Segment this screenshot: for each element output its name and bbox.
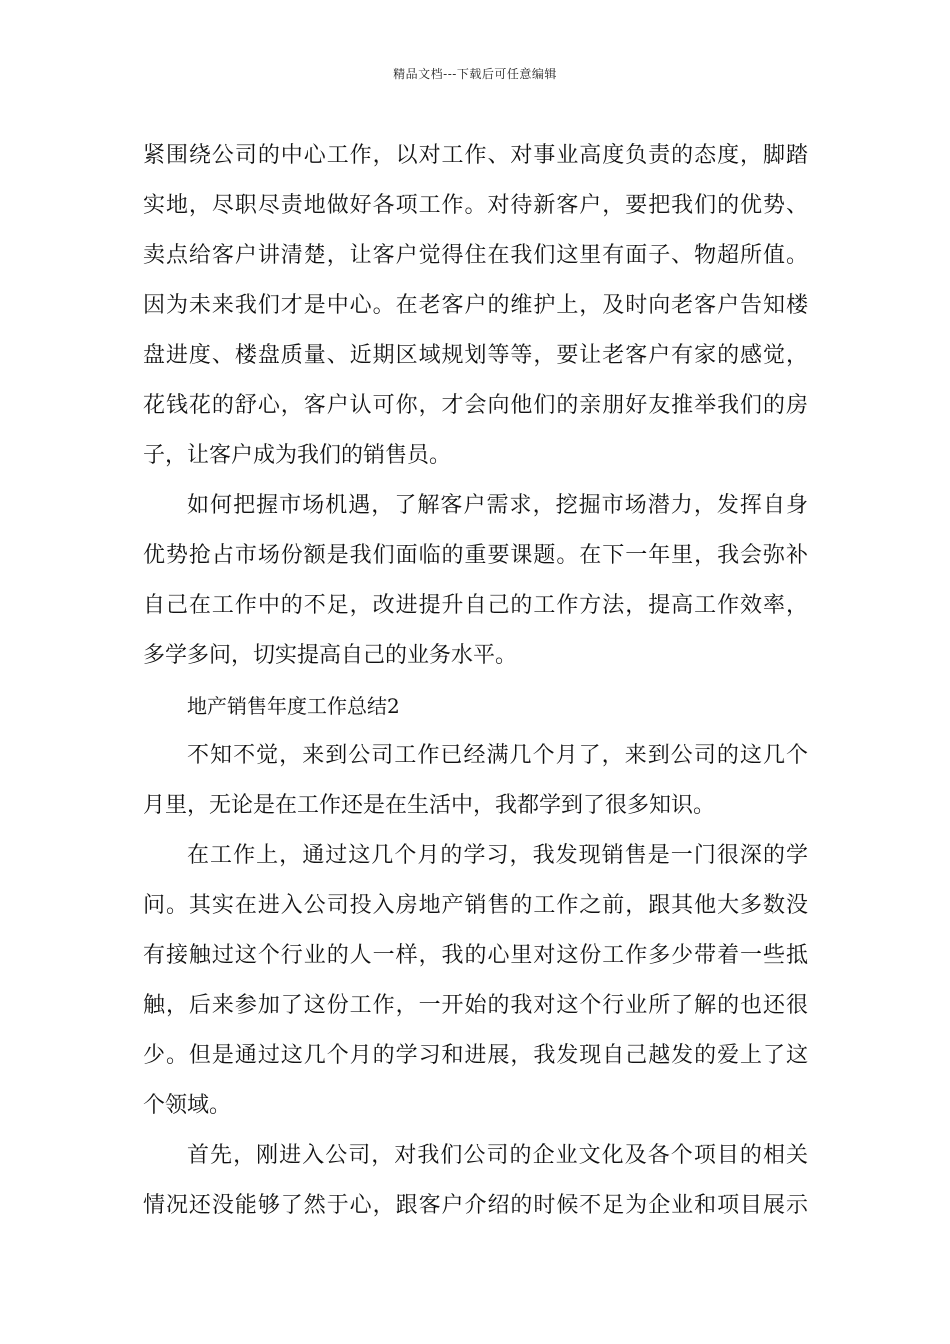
- text-line: 少。但是通过这几个月的学习和进展，我发现自己越发的爱上了这: [143, 1043, 808, 1068]
- text-line: 卖点给客户讲清楚，让客户觉得住在我们这里有面子、物超所值。: [143, 243, 808, 268]
- text-line: 月里，无论是在工作还是在生活中，我都学到了很多知识。: [143, 793, 716, 818]
- text-line: 实地，尽职尽责地做好各项工作。对待新客户，要把我们的优势、: [143, 193, 808, 218]
- text-line: 多学多问，切实提高自己的业务水平。: [143, 643, 518, 668]
- text-line: 花钱花的舒心，客户认可你，才会向他们的亲朋好友推举我们的房: [143, 393, 808, 418]
- text-line: 触，后来参加了这份工作，一开始的我对这个行业所了解的也还很: [143, 993, 808, 1018]
- paragraph-first-line: 在工作上，通过这几个月的学习，我发现销售是一门很深的学: [187, 843, 808, 868]
- text-line: 有接触过这个行业的人一样，我的心里对这份工作多少带着一些抵: [143, 943, 808, 968]
- text-line: 因为未来我们才是中心。在老客户的维护上，及时向老客户告知楼: [143, 293, 808, 318]
- section-heading: 地产销售年度工作总结2: [187, 694, 400, 718]
- paragraph-first-line: 如何把握市场机遇，了解客户需求，挖掘市场潜力，发挥自身: [187, 493, 808, 518]
- text-line: 优势抢占市场份额是我们面临的重要课题。在下一年里，我会弥补: [143, 543, 808, 568]
- paragraph-first-line: 不知不觉，来到公司工作已经满几个月了，来到公司的这几个: [187, 743, 808, 768]
- document-body: [143, 131, 808, 1231]
- text-line: 盘进度、楼盘质量、近期区域规划等等，要让老客户有家的感觉，: [143, 343, 808, 368]
- text-line: 问。其实在进入公司投入房地产销售的工作之前，跟其他大多数没: [143, 893, 808, 918]
- page-header: 精品文档---下载后可任意编辑: [393, 67, 557, 81]
- text-line: 自己在工作中的不足，改进提升自己的工作方法，提高工作效率，: [143, 593, 808, 618]
- text-line: 个领域。: [143, 1093, 232, 1118]
- paragraph-first-line: 首先，刚进入公司，对我们公司的企业文化及各个项目的相关: [187, 1143, 808, 1168]
- text-line: 紧围绕公司的中心工作，以对工作、对事业高度负责的态度，脚踏: [143, 143, 808, 168]
- text-line: 子，让客户成为我们的销售员。: [143, 443, 452, 468]
- text-line: 情况还没能够了然于心，跟客户介绍的时候不足为企业和项目展示: [143, 1193, 808, 1218]
